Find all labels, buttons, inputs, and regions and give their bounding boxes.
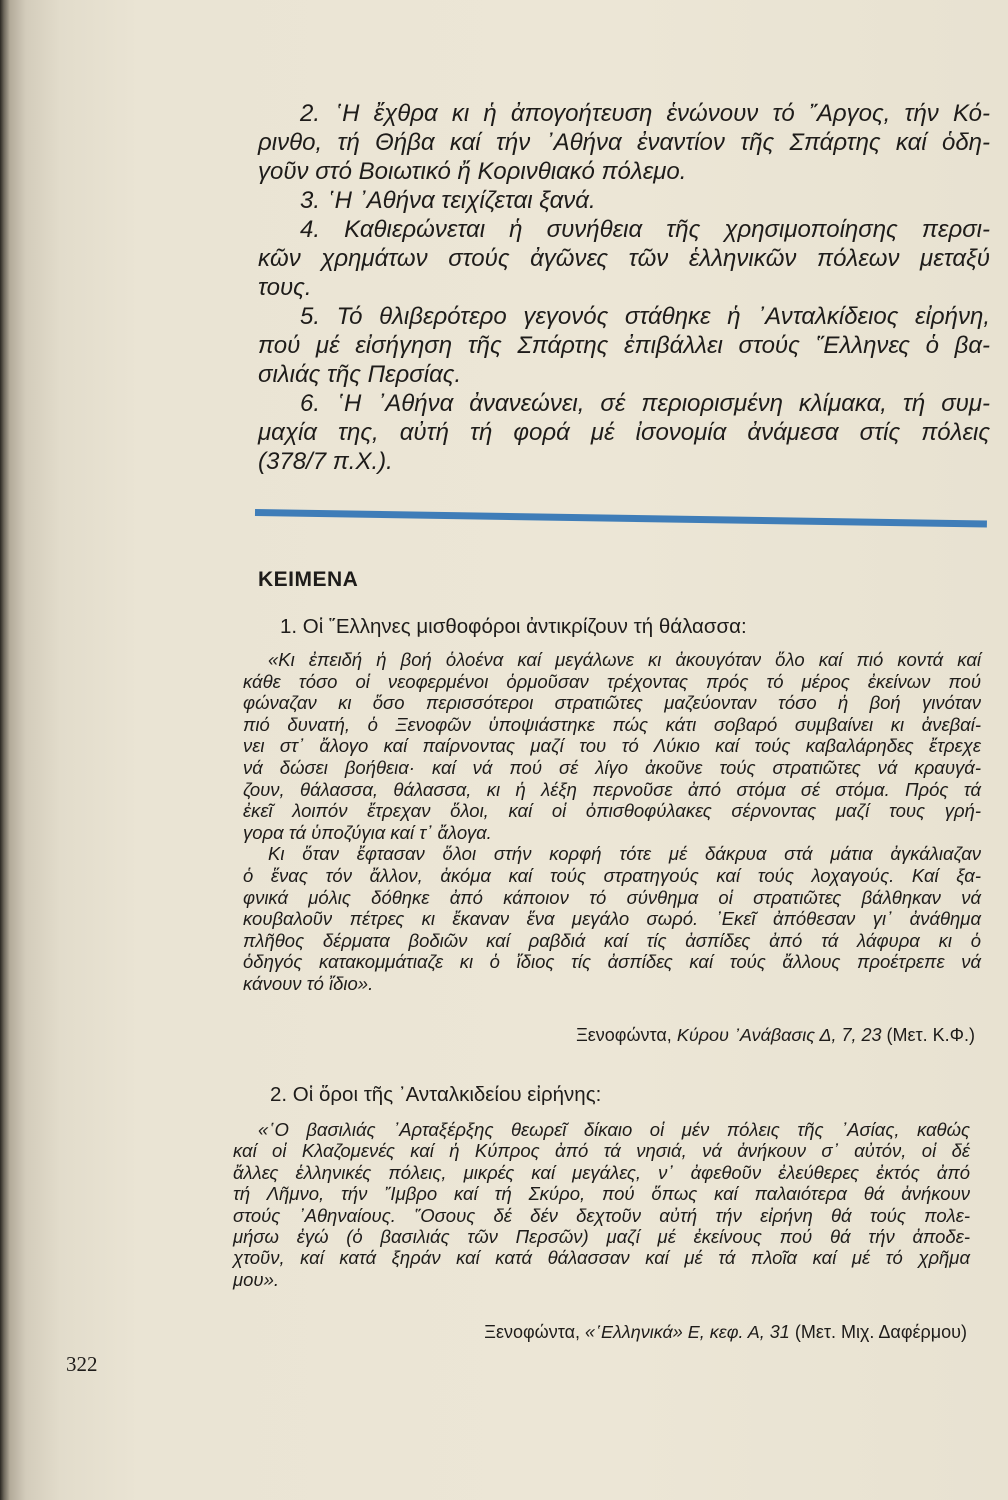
citation-author: Ξενοφώντα,: [576, 1025, 672, 1045]
citation-author: Ξενοφώντα,: [484, 1322, 580, 1342]
text-line: κουβαλοῦν πέτρες κι ἔκαναν ἕνα μεγάλο σωρό. ᾿Εκεῖ ἀπόθεσαν γι᾿ ἀνάθημα: [243, 908, 981, 930]
text-line: μου».: [233, 1268, 280, 1290]
text-line: γορα τά ὑποζύγια καί τ᾿ ἄλογα.: [243, 821, 492, 843]
paragraph: [258, 389, 990, 476]
citation-work: «῾Ελληνικά» Ε, κεφ. Α, 31: [585, 1322, 790, 1342]
text-line: πού μέ εἰσήγηση τῆς Σπάρτης ἐπιβάλλει στούς ῞Ελληνες ὁ βα-: [258, 332, 990, 359]
text-line: Κι ὅταν ἔφτασαν ὅλοι στήν κορφή τότε μέ δάκρυα στά μάτια ἀγκάλιαζαν: [268, 843, 981, 865]
text-line: ζουν, θάλασσα, θάλασσα, κι ἡ λέξη περνοῦσε ἀπό στόμα σέ στόμα. Πρός τά: [243, 778, 981, 800]
paragraph: [258, 99, 990, 186]
text-line: πλῆθος δέρματα βοδιῶν καί ραβδιά καί τίς ἀσπίδες ἀπό τά λάφυρα κι ὁ: [243, 929, 981, 951]
text-line: νά δώσει βοήθεια· καί νά πού σέ λίγο ἀκοῦνε τούς στρατιῶτες νά κραυγά-: [243, 756, 981, 778]
citation-translation: (Μετ. Κ.Φ.): [886, 1025, 975, 1045]
text-line: σιλιάς τῆς Περσίας.: [258, 361, 462, 388]
text-1-heading: 1. Οἱ ῞Ελληνες μισθοφόροι ἀντικρίζουν τή θάλασσα:: [280, 615, 747, 638]
paragraph: [243, 843, 981, 994]
text-line: τους.: [258, 274, 312, 301]
text-line: «Κι ἐπειδή ἡ βοή ὁλοένα καί μεγάλωνε κι ἀκουγόταν ὅλο καί πιό κοντά καί: [268, 649, 981, 670]
text-line: γοῦν στό Βοιωτικό ἤ Κορινθιακό πόλεμο.: [258, 158, 687, 185]
paragraph: [258, 215, 990, 302]
section-heading: ΚΕΙΜΕΝΑ: [258, 568, 359, 591]
paragraph: [258, 302, 990, 389]
text-line: ὁ ἕνας τόν ἄλλον, ἀκόμα καί τούς στρατηγούς καί τούς λοχαγούς. Καί ξα-: [243, 864, 981, 886]
text-line: 6. ῾Η ᾿Αθήνα ἀνανεώνει, σέ περιορισμένη κλίμακα, τή συμ-: [300, 390, 990, 417]
text-line: κάθε τόσο οἱ νεοφερμένοι ὁρμοῦσαν τρέχοντας πρός τό μέρος ἐκείνων πού: [243, 670, 981, 692]
text-line: χτοῦν, καί κατά ξηράν καί κατά θάλασσαν καί μέ τά πλοῖα καί μέ τό χρῆμα: [233, 1247, 970, 1269]
citation-work: Κύρου ᾿Ανάβασις Δ, 7, 23: [676, 1025, 882, 1045]
text-line: φνικά μόλις δόθηκε ἀπό κάποιον τό σύνθημα οἱ στρατιῶτες βάλθηκαν νά: [243, 886, 981, 908]
text-2-heading: 2. Οἱ ὅροι τῆς ᾿Ανταλκιδείου εἰρήνης:: [270, 1083, 602, 1106]
text-line: ὁδηγός κατακομμάτιαζε κι ὁ ἴδιος τίς ἀσπίδες καί τούς ἄλλους προέτρεπε νά: [243, 951, 981, 973]
text-line: νει στ᾿ ἄλογο καί παίρνοντας μαζί του τό Λύκιο καί τούς καβαλάρηδες ἔτρεχε: [243, 735, 981, 757]
text-line: κάνουν τό ἴδιο».: [243, 972, 374, 994]
text-2-quote: [233, 1119, 970, 1290]
text-line: ρινθο, τή Θήβα καί τήν ᾿Αθήνα ἐναντίον τῆς Σπάρτης καί ὁδη-: [258, 129, 990, 156]
text-1-source-citation: [576, 1024, 975, 1046]
page-number: 322: [66, 1352, 98, 1376]
summary-notes: [258, 99, 990, 476]
text-line: ἄλλες ἑλληνικές πόλεις, μικρές καί μεγάλες, ν᾿ ἀφεθοῦν ἐλεύθερες ἐκτός ἀπό: [233, 1161, 970, 1183]
text-line: μήσω ἐγώ (ὁ βασιλιάς τῶν Περσῶν) μαζί μέ ἐκείνους πού θά τήν ἀποδε-: [233, 1226, 970, 1248]
citation-translation: (Μετ. Μιχ. Δαφέρμου): [794, 1322, 967, 1342]
text-line: 4. Καθιερώνεται ἡ συνήθεια τῆς χρησιμοποίησης περσι-: [300, 216, 990, 243]
text-line: καί οἱ Κλαζομενές καί ἡ Κύπρος ἀπό τά νησιά, νά ἀνήκουν σ᾿ αὐτόν, οἱ δέ: [233, 1140, 970, 1162]
paragraph: [233, 1119, 970, 1290]
paragraph: [258, 186, 990, 215]
text-1-quote: [243, 649, 981, 995]
text-line: μαχία της, αὐτή τή φορά μέ ἰσονομία ἀνάμεσα στίς πόλεις: [258, 419, 990, 446]
text-line: 3. ῾Η ᾿Αθήνα τειχίζεται ξανά.: [300, 187, 596, 214]
text-line: τή Λῆμνο, τήν ῎Ιμβρο καί τή Σκύρο, πού ὅπως καί παλαιότερα θά ἀνήκουν: [233, 1183, 970, 1205]
text-line: 5. Τό θλιβερότερο γεγονός στάθηκε ἡ ᾿Ανταλκίδειος εἰρήνη,: [300, 303, 990, 330]
paragraph: [243, 649, 981, 843]
text-line: πιό δυνατή, ὁ Ξενοφῶν ὑποψιάστηκε πώς κάτι σοβαρό συμβαίνει κι ἀνεβαί-: [243, 713, 981, 735]
text-line: κῶν χρημάτων στούς ἀγῶνες τῶν ἑλληνικῶν πόλεων μεταξύ: [258, 245, 990, 272]
text-line: «῾Ο βασιλιάς ᾿Αρταξέρξης θεωρεῖ δίκαιο οἱ μέν πόλεις τῆς ᾿Ασίας, καθώς: [258, 1119, 970, 1140]
text-line: ἐκεῖ λοιπόν ἔτρεχαν ὅλοι, καί οἱ ὀπισθοφύλακες σέρνοντας μαζί τους γρή-: [243, 800, 981, 822]
text-line: (378/7 π.Χ.).: [258, 448, 393, 475]
text-line: φώναζαν κι ὅσο περισσότεροι στρατιῶτες μαζεύονταν τόσο ἡ βοή γινόταν: [243, 692, 981, 714]
text-line: 2. ῾Η ἔχθρα κι ἡ ἀπογοήτευση ἑνώνουν τό ῎Αργος, τήν Κό-: [300, 100, 990, 127]
text-line: στούς ᾿Αθηναίους. ῞Οσους δέ δέν δεχτοῦν αὐτή τήν εἰρήνη θά τούς πολε-: [233, 1204, 970, 1226]
text-2-source-citation: [484, 1321, 967, 1343]
